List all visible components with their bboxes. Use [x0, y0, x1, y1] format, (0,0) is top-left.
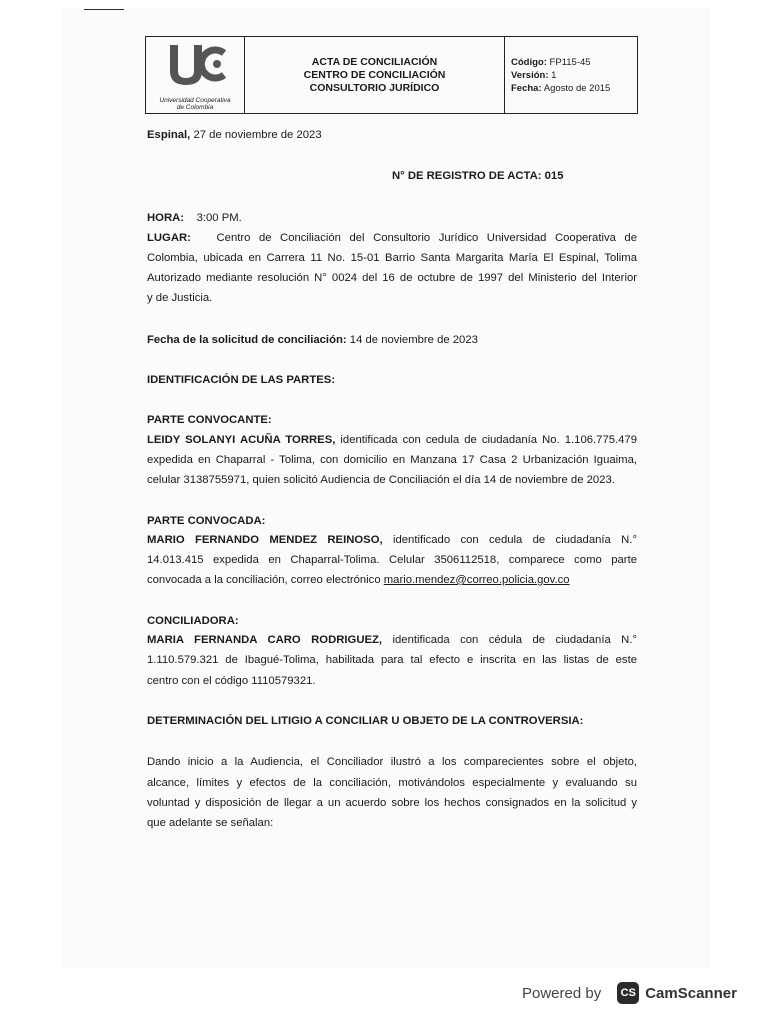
convocada-line2: 14.013.415 expedida en Chaparral-Tolima. Celular 3506112518, comparece como parte [147, 554, 637, 566]
convocante-line1-rest: identificada con cedula de ciudadanía No. 1.106.775.479 [340, 434, 638, 446]
convocada-name: MARIO FERNANDO MENDEZ REINOSO, [147, 534, 383, 546]
ucc-logo-icon [156, 41, 234, 91]
lugar-text1: Centro de Conciliación del Consultorio Jurídico Universidad Cooperativa de [216, 232, 637, 244]
convocada-line1 [147, 534, 637, 546]
convocante-line2: expedida en Chaparral - Tolima, con domicilio en Manzana 17 Casa 2 Urbanización Iguaima, [147, 454, 637, 466]
convocada-line1-rest: identificado con cedula de ciudadanía N.° [392, 534, 637, 546]
convocada-line3-pre: convocada a la conciliación, correo electrónico [147, 574, 381, 586]
fecha-value: Agosto de 2015 [543, 82, 611, 94]
paragraph-line3: voluntad y disposición de llegar a un acuerdo sobre los hechos consignados en la solicitud y [147, 797, 637, 809]
header-title-line1: ACTA DE CONCILIACIÓN [311, 55, 438, 68]
header-title-line2: CENTRO DE CONCILIACIÓN [303, 68, 446, 81]
lugar-line1 [147, 232, 637, 244]
version-value: 1 [551, 69, 557, 81]
version-row [511, 69, 637, 82]
conciliadora-heading: CONCILIADORA: [147, 615, 239, 627]
lugar-line2: Colombia, ubicada en Carrera 11 No. 15-01 Barrio Santa Margarita María El Espinal, Tolima [147, 252, 637, 264]
paragraph-line2: alcance, límites y efectos de la conciliación, motivándolos especialmente y evaluando su [147, 777, 637, 789]
convocada-heading: PARTE CONVOCADA: [147, 515, 266, 527]
paragraph-line1: Dando inicio a la Audiencia, el Conciliador ilustró a los comparecientes sobre el objeto, [147, 756, 637, 768]
camscanner-logo-icon: CS [617, 982, 639, 1004]
logo-text-line1: Universidad Cooperativa [159, 97, 231, 104]
convocada-email-link[interactable]: mario.mendez@correo.policia.gov.co [383, 574, 570, 586]
hora-line [147, 212, 242, 224]
litigio-heading: DETERMINACIÓN DEL LITIGIO A CONCILIAR U OBJETO DE LA CONTROVERSIA: [147, 715, 584, 727]
camscanner-watermark [522, 982, 737, 1004]
convocante-name: LEIDY SOLANYI ACUÑA TORRES, [147, 434, 336, 446]
solicitud-value: 14 de noviembre de 2023 [349, 334, 478, 346]
scan-mark [84, 9, 124, 10]
conciliadora-line2: 1.110.579.321 de Ibagué-Tolima, habilitada para tal efecto e inscrita en las listas de este [147, 654, 637, 666]
university-logo [146, 37, 245, 113]
header-meta [505, 37, 637, 113]
codigo-label: Código: [511, 56, 547, 68]
header-title [245, 37, 505, 113]
conciliadora-line1 [147, 634, 637, 646]
conciliadora-line1-rest: identificada con cédula de ciudadanía N.° [392, 634, 637, 646]
codigo-value: FP115-45 [549, 56, 591, 68]
logo-text-line2: de Colombia [176, 104, 214, 111]
date: 27 de noviembre de 2023 [193, 129, 322, 141]
lugar-label: LUGAR: [147, 232, 191, 244]
identificacion-heading: IDENTIFICACIÓN DE LAS PARTES: [147, 374, 336, 386]
convocante-line3: celular 3138755971, quien solicitó Audiencia de Conciliación el día 14 de noviembre de 2023. [147, 474, 615, 486]
convocada-line3 [147, 574, 570, 586]
document-header [145, 36, 638, 114]
convocante-line1 [147, 434, 637, 446]
convocante-heading: PARTE CONVOCANTE: [147, 414, 272, 426]
solicitud-line [147, 334, 478, 346]
hora-value: 3:00 PM. [196, 212, 242, 224]
fecha-row [511, 82, 637, 95]
lugar-line4: y de Justicia. [147, 292, 213, 304]
conciliadora-name: MARIA FERNANDA CARO RODRIGUEZ, [147, 634, 383, 646]
place: Espinal, [147, 129, 191, 141]
codigo-row [511, 56, 637, 69]
camscanner-name: CamScanner [645, 984, 737, 1002]
registro-acta: N° DE REGISTRO DE ACTA: 015 [392, 170, 564, 182]
fecha-label: Fecha: [511, 82, 542, 94]
date-line [147, 129, 322, 141]
version-label: Versión: [511, 69, 549, 81]
lugar-line3: Autorizado mediante resolución N° 0024 del 16 de octubre de 1997 del Ministerio del Interior [147, 272, 637, 284]
paragraph-line4: que adelante se señalan: [147, 817, 274, 829]
header-title-line3: CONSULTORIO JURÍDICO [309, 81, 440, 94]
hora-label: HORA: [147, 212, 185, 224]
conciliadora-line3: centro con el código 1110579321. [147, 675, 316, 687]
solicitud-label: Fecha de la solicitud de conciliación: [147, 334, 347, 346]
powered-by-text: Powered by [522, 984, 602, 1002]
